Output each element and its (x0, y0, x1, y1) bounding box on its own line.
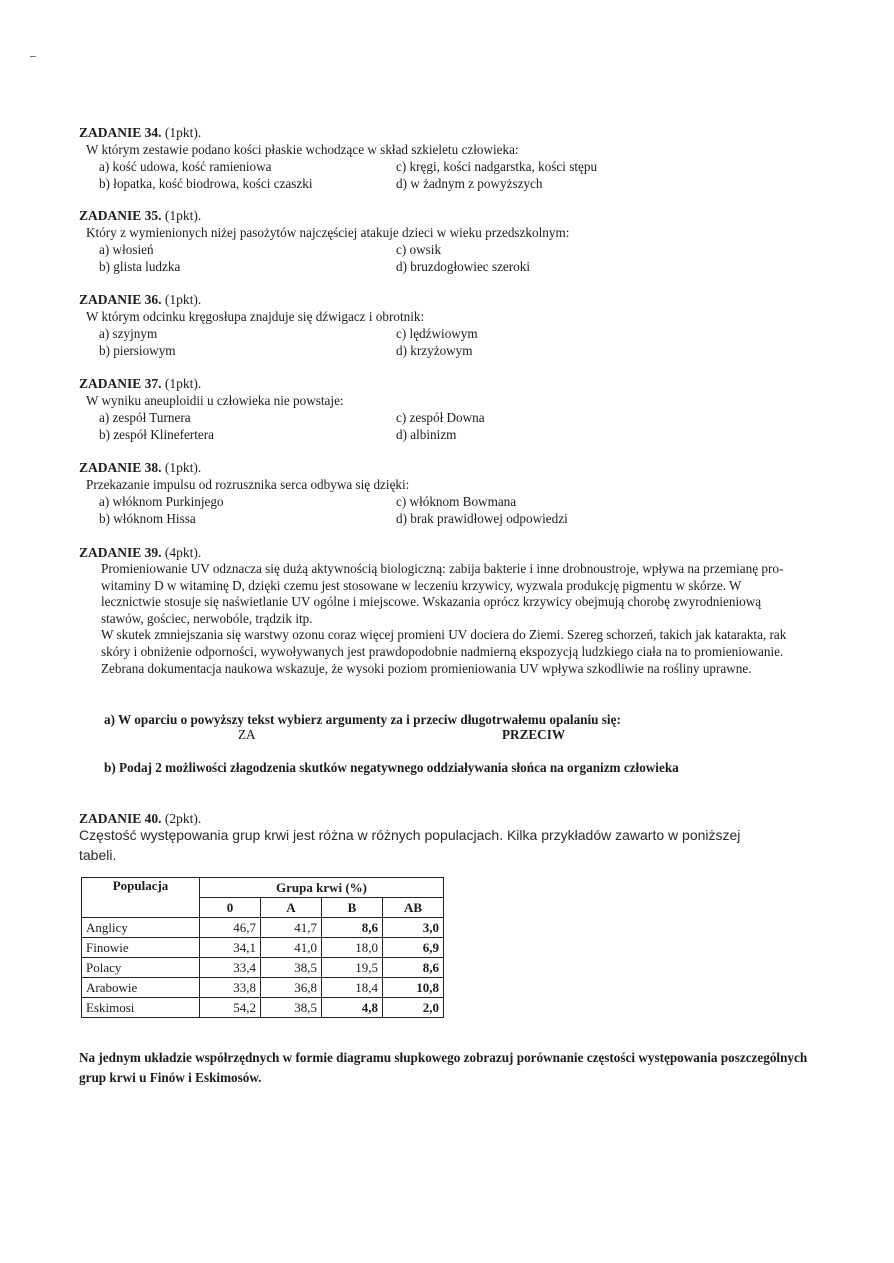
option-b: b) zespół Klinefertera (99, 427, 214, 442)
value-cell: 36,8 (261, 978, 322, 998)
task-39-paragraph-1: Promieniowanie UV odznacza się dużą aktywnością biologiczną: zabija bakterie i inne drobnoustroje, wpływa na przemianę pro-witaminy D w witaminę D, dzięki czemu jest stosowane w leczeniu krzywicy, wyzwala produkcję pigmentu w skórze. W lecznictwie stosuje się naświetlanie UV ogólne i miejscowe. Wskazania oprócz krzywicy obejmują chorobę zwyrodnieniową stawów, gościec, nerwobóle, trądzik itp. (101, 561, 784, 626)
task-38 (79, 459, 819, 527)
task-39-subquestion-a: a) W oparciu o powyższy tekst wybierz argumenty za i przeciw długotrwałemu opalaniu się: (104, 712, 621, 727)
value-cell: 8,6 (322, 918, 383, 938)
table-row (82, 938, 444, 958)
value-cell: 33,8 (200, 978, 261, 998)
task-39-title: ZADANIE 39. (4pkt). (79, 545, 202, 560)
task-36 (79, 291, 819, 359)
value-cell: 6,9 (383, 938, 444, 958)
task-37-title: ZADANIE 37. (1pkt). (79, 376, 202, 391)
option-b: b) piersiowym (99, 343, 176, 358)
population-cell: Polacy (82, 958, 200, 978)
value-cell: 54,2 (200, 998, 261, 1018)
task-39-subquestion-b: b) Podaj 2 możliwości złagodzenia skutków negatywnego oddziaływania słońca na organizm człowieka (104, 760, 679, 775)
task-35-options (79, 241, 819, 275)
task-34-options (79, 158, 819, 192)
blood-group-table (81, 877, 444, 1018)
column-b: B (322, 898, 383, 918)
value-cell: 10,8 (383, 978, 444, 998)
value-cell: 3,0 (383, 918, 444, 938)
table-row (82, 918, 444, 938)
population-cell: Arabowie (82, 978, 200, 998)
option-d: d) bruzdogłowiec szeroki (396, 259, 531, 274)
option-d: d) albinizm (396, 427, 457, 442)
task-40-intro: Częstość występowania grup krwi jest różna w różnych populacjach. Kilka przykładów zawarto w poniższej tabeli. (79, 827, 741, 863)
task-38-title: ZADANIE 38. (1pkt). (79, 460, 202, 475)
value-cell: 41,7 (261, 918, 322, 938)
task-39-paragraph-2: W skutek zmniejszania się warstwy ozonu coraz więcej promieni UV dociera do Ziemi. Szereg schorzeń, takich jak katarakta, rak skóry i obniżenie odporności, wywoływanych jest prawdopodobnie nadmierną ekspozycją ludzkiego ciała na to promieniowanie. Zebrana dokumentacja naukowa wskazuje, że wysoki poziom promieniowania UV wpływa szkodliwie na rośliny uprawne. (101, 627, 787, 676)
option-b: b) łopatka, kość biodrowa, kości czaszki (99, 176, 313, 191)
option-a: a) szyjnym (99, 326, 158, 341)
task-34-question: W którym zestawie podano kości płaskie wchodzące w skład szkieletu człowieka: (86, 142, 519, 157)
population-cell: Anglicy (82, 918, 200, 938)
value-cell: 2,0 (383, 998, 444, 1018)
task-37 (79, 375, 819, 443)
option-b: b) glista ludzka (99, 259, 181, 274)
option-a: a) kość udowa, kość ramieniowa (99, 159, 272, 174)
value-cell: 8,6 (383, 958, 444, 978)
value-cell: 4,8 (322, 998, 383, 1018)
column-ab: AB (383, 898, 444, 918)
value-cell: 38,5 (261, 958, 322, 978)
population-cell: Finowie (82, 938, 200, 958)
task-34-title: ZADANIE 34. (1pkt). (79, 125, 202, 140)
option-c: c) zespół Downa (396, 410, 485, 425)
option-b: b) włóknom Hissa (99, 511, 196, 526)
task-34 (79, 124, 819, 192)
population-cell: Eskimosi (82, 998, 200, 1018)
margin-mark (30, 56, 36, 57)
header-blood-group: Grupa krwi (%) (200, 878, 444, 898)
option-d: d) w żadnym z powyższych (396, 176, 543, 191)
value-cell: 18,4 (322, 978, 383, 998)
table-header-row (82, 878, 444, 898)
task-35-question: Który z wymienionych niżej pasożytów najczęściej atakuje dzieci w wieku przedszkolnym: (86, 225, 570, 240)
task-39 (79, 544, 819, 677)
task-35-title: ZADANIE 35. (1pkt). (79, 208, 202, 223)
task-36-options (79, 325, 819, 359)
task-38-options (79, 493, 819, 527)
task-40-instruction: Na jednym układzie współrzędnych w formie diagramu słupkowego zobrazuj porównanie częstości występowania poszczególnych grup krwi u Finów i Eskimosów. (79, 1050, 808, 1085)
column-0: 0 (200, 898, 261, 918)
task-37-options (79, 409, 819, 443)
task-38-question: Przekazanie impulsu od rozrusznika serca odbywa się dzięki: (86, 477, 410, 492)
task-36-question: W którym odcinku kręgosłupa znajduje się dźwigacz i obrotnik: (86, 309, 425, 324)
option-a: a) włóknom Purkinjego (99, 494, 224, 509)
task-35 (79, 207, 819, 275)
table-row (82, 998, 444, 1018)
option-a: a) zespół Turnera (99, 410, 191, 425)
column-a: A (261, 898, 322, 918)
table-row (82, 978, 444, 998)
option-d: d) brak prawidłowej odpowiedzi (396, 511, 568, 526)
option-d: d) krzyżowym (396, 343, 473, 358)
table-row (82, 958, 444, 978)
task-37-question: W wyniku aneuploidii u człowieka nie powstaje: (86, 393, 344, 408)
option-a: a) włosień (99, 242, 154, 257)
value-cell: 38,5 (261, 998, 322, 1018)
task-40-title: ZADANIE 40. (2pkt). (79, 811, 202, 826)
option-c: c) kręgi, kości nadgarstka, kości stępu (396, 159, 598, 174)
value-cell: 41,0 (261, 938, 322, 958)
value-cell: 18,0 (322, 938, 383, 958)
value-cell: 33,4 (200, 958, 261, 978)
task-36-title: ZADANIE 36. (1pkt). (79, 292, 202, 307)
value-cell: 34,1 (200, 938, 261, 958)
value-cell: 46,7 (200, 918, 261, 938)
option-c: c) owsik (396, 242, 442, 257)
value-cell: 19,5 (322, 958, 383, 978)
column-za-label: ZA (238, 727, 256, 742)
option-c: c) włóknom Bowmana (396, 494, 517, 509)
option-c: c) lędźwiowym (396, 326, 478, 341)
header-population: Populacja (82, 878, 200, 918)
column-przeciw-label: PRZECIW (502, 727, 566, 742)
